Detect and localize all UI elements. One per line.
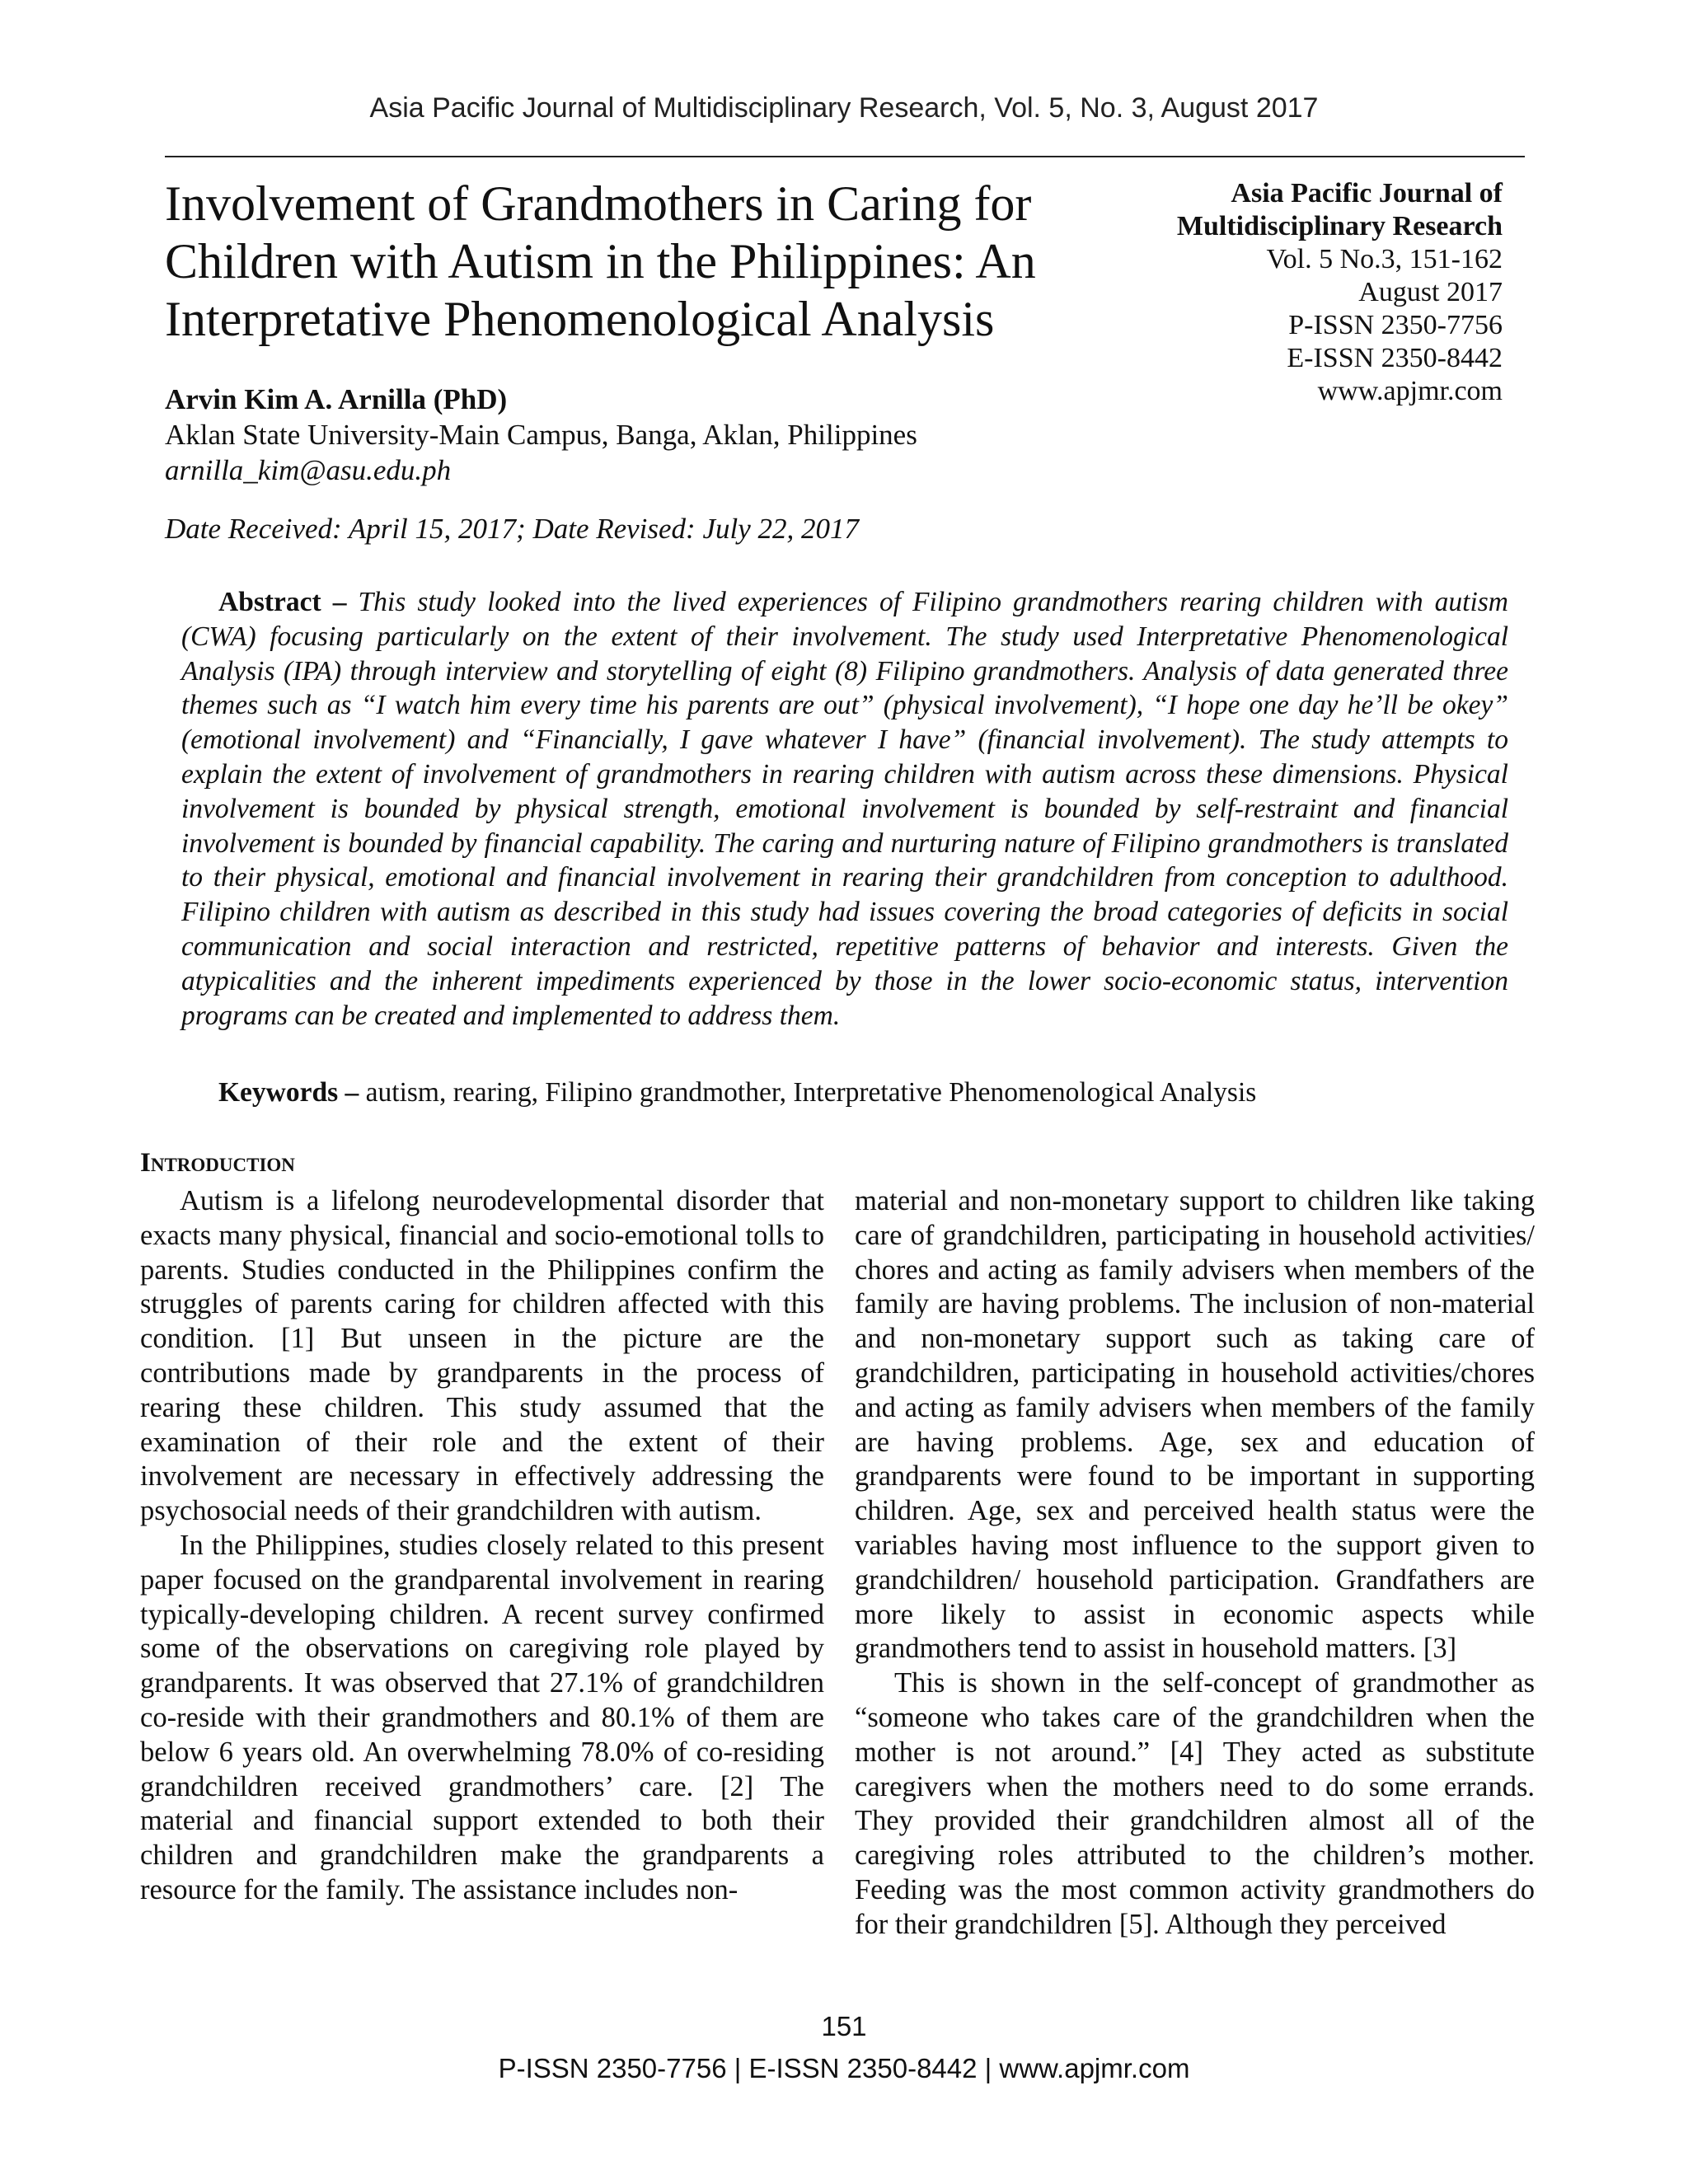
journal-eissn: E-ISSN 2350-8442: [1287, 343, 1503, 373]
keywords-label: Keywords –: [218, 1077, 359, 1108]
journal-volume: Vol. 5 No.3, 151-162: [1266, 244, 1503, 274]
journal-date: August 2017: [1358, 277, 1503, 307]
author-email: arnilla_kim@asu.edu.ph: [165, 454, 452, 486]
abstract-label: Abstract –: [218, 587, 347, 617]
intro-paragraph: Autism is a lifelong neurodevelopmental disorder that exacts many physical, financial and socio-emotional tolls to parents. Studies conducted in the Philippines confirm the struggles of parents caring for children affected with this condition. [1] But unseen in the picture are the contributions made by grandparents in the process of rearing these children. This study assumed that the examination of their role and the extent of their involvement are necessary in effectively addressing the psychosocial needs of their grandchildren with autism.: [140, 1185, 824, 1527]
keywords-text: autism, rearing, Filipino grandmother, Interpretative Phenomenological Analysis: [365, 1077, 1257, 1108]
intro-paragraph: material and non-monetary support to children like taking care of grandchildren, participating in household activities/ chores and acting as family advisers when members of the family are having problems. The inclusion of non-material and non-monetary support such as taking care of grandchildren, participating in household activities/chores and acting as family advisers when members of the family are having problems. Age, sex and education of grandparents were found to be important in supporting children. Age, sex and perceived health status were the variables having most influence to the support given to grandchildren/ household participation. Grandfathers are more likely to assist in economic aspects while grandmothers tend to assist in household matters. [3]: [855, 1185, 1535, 1665]
abstract: [181, 585, 1508, 1033]
paper-title: Involvement of Grandmothers in Caring for Children with Autism in the Philippines: An Interpretative Phenomenological Analysis: [165, 176, 1036, 346]
journal-name-line1: Asia Pacific Journal of: [1231, 178, 1503, 209]
intro-paragraph: In the Philippines, studies closely related to this present paper focused on the grandparental involvement in rearing typically-developing children. A recent survey confirmed some of the observations on caregiving role played by grandparents. It was observed that 27.1% of grandchildren co-reside with their grandmothers and 80.1% of them are below 6 years old. An overwhelming 78.0% of co-residing grandchildren received grandmothers’ care. [2] The material and financial support extended to both their children and grandchildren make the grandparents a resource for the family. The assistance includes non-: [140, 1529, 824, 1905]
abstract-text: This study looked into the lived experiences of Filipino grandmothers rearing children with autism (CWA) focusing particularly on the extent of their involvement. The study used Interpretative Phenomenological Analysis (IPA) through interview and storytelling of eight (8) Filipino grandmothers. Analysis of data generated three themes such as “I watch him every time his parents are out” (physical involvement), “I hope one day he’ll be okey” (emotional involvement) and “Financially, I gave whatever I have” (financial involvement). The study attempts to explain the extent of involvement of grandmothers in rearing children with autism across these dimensions. Physical involvement is bounded by physical strength, emotional involvement is bounded by self-restraint and financial involvement is bounded by financial capability. The caring and nurturing nature of Filipino grandmothers is translated to their physical, emotional and financial involvement in rearing their grandchildren from conception to adulthood. Filipino children with autism as described in this study had issues covering the broad categories of deficits in social communication and social interaction and restricted, repetitive patterns of behavior and interests. Given the atypicalities and the inherent impediments experienced by those in the lower socio-economic status, intervention programs can be created and implemented to address them.: [181, 587, 1508, 1031]
page-footer: P-ISSN 2350-7756 | E-ISSN 2350-8442 | www.apjmr.com: [498, 2053, 1190, 2083]
running-header: Asia Pacific Journal of Multidisciplinary Research, Vol. 5, No. 3, August 2017: [369, 92, 1319, 124]
journal-info-box: [1177, 177, 1503, 408]
author-affiliation: Aklan State University-Main Campus, Banga, Aklan, Philippines: [165, 419, 917, 451]
journal-name-line2: Multidisciplinary Research: [1176, 211, 1503, 241]
received-revised-dates: Date Received: April 15, 2017; Date Revised: July 22, 2017: [165, 513, 859, 545]
journal-website: www.apjmr.com: [1317, 376, 1503, 406]
journal-pissn: P-ISSN 2350-7756: [1288, 310, 1503, 340]
header-rule: [165, 156, 1525, 157]
page-number: 151: [821, 2011, 867, 2041]
intro-paragraph: This is shown in the self-concept of grandmother as “someone who takes care of the grandchildren when the mother is not around.” [4] They acted as substitute caregivers when the mothers need to do some errands. They provided their grandchildren almost all of the caregiving roles attributed to the children’s mother. Feeding was the most common activity grandmothers do for their grandchildren [5]. Although they perceived: [855, 1667, 1535, 1940]
keywords: [181, 1076, 1508, 1110]
left-column: [140, 1184, 824, 1908]
introduction-heading: Introduction: [140, 1148, 295, 1178]
right-column: [855, 1184, 1535, 1943]
author-name: Arvin Kim A. Arnilla (PhD): [165, 383, 508, 415]
author-block: [165, 382, 917, 488]
